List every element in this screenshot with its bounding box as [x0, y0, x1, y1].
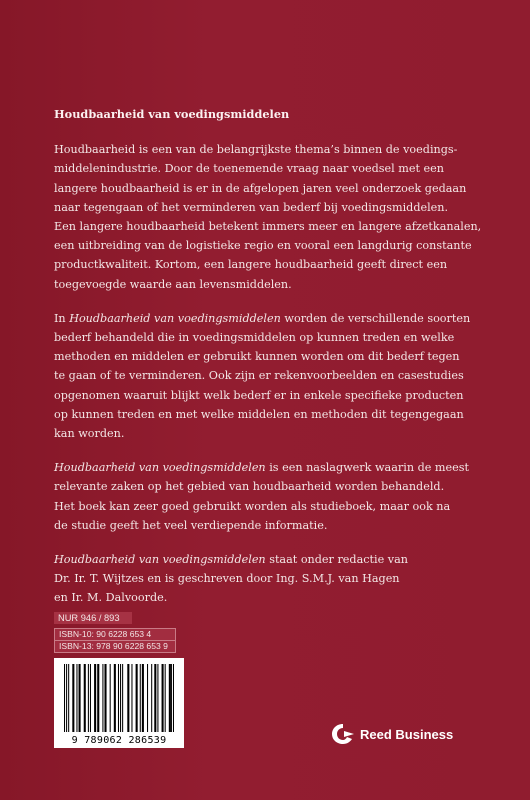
isbn-13: ISBN-13: 978 90 6228 653 9 — [55, 640, 175, 652]
text-line: methoden en middelen er gebruikt kunnen worden om dit bederf tegen — [54, 350, 460, 364]
barcode-bar — [140, 664, 141, 732]
text-line: de studie geeft het veel verdiepende informatie. — [54, 518, 328, 532]
publisher-logo — [330, 721, 453, 747]
barcode-bar — [110, 664, 111, 732]
barcode-bar — [90, 664, 91, 732]
barcode-bar — [120, 664, 121, 732]
barcode-bar — [94, 664, 96, 732]
barcode-bar — [171, 664, 172, 732]
barcode-bar — [136, 664, 138, 732]
barcode — [54, 658, 184, 748]
book-title: Houdbaarheid van voedingsmiddelen — [54, 107, 290, 121]
text-line: Houdbaarheid is een van de belangrijkste thema’s binnen de voedings- — [54, 143, 458, 157]
text-line: een uitbreiding van de logistieke regio en vooral een langdurig constante — [54, 239, 472, 253]
barcode-bar — [88, 664, 89, 732]
barcode-number: 9 789062 286539 — [71, 735, 167, 746]
paragraph-3 — [54, 458, 474, 535]
text-line: Houdbaarheid van voedingsmiddelen is een naslagwerk waarin de meest — [54, 461, 470, 475]
text-line: langere houdbaarheid is er in de afgelopen jaren veel onderzoek gedaan — [54, 181, 467, 195]
barcode-bar — [66, 664, 67, 732]
barcode-bar — [97, 664, 99, 732]
barcode-bar — [131, 664, 132, 732]
barcode-bar — [84, 664, 86, 732]
text-line: Een langere houdbaarheid betekent immers meer en langere afzetkanalen, — [54, 220, 482, 234]
barcode-bar — [142, 664, 144, 732]
text-line: relevante zaken op het gebied van houdbaarheid worden behandeld. — [54, 480, 445, 494]
text-line: te gaan of te verminderen. Ook zijn er rekenvoorbeelden en casestudies — [54, 369, 464, 383]
text-line: op kunnen treden en met welke middelen en methoden dit tegengegaan — [54, 407, 464, 421]
italic-title: Houdbaarheid van voedingsmiddelen — [69, 311, 281, 325]
blurb — [54, 105, 482, 623]
text-line: productkwaliteit. Kortom, een langere houdbaarheid geeft direct een — [54, 258, 448, 272]
barcode-bar — [169, 664, 171, 732]
barcode-bar — [102, 664, 103, 732]
barcode-bar — [114, 664, 116, 732]
barcode-bar — [127, 664, 129, 732]
italic-title: Houdbaarheid van voedingsmiddelen — [54, 553, 266, 567]
paragraph-4 — [54, 550, 474, 608]
text-line: naar tegengaan of het verminderen van bederf bij voedingsmiddelen. — [54, 200, 449, 214]
barcode-bar — [154, 664, 156, 732]
barcode-bar — [122, 664, 123, 732]
text-line: toegevoegde waarde aan levensmiddelen. — [54, 277, 292, 291]
text-line: opgenomen waaruit blijkt welk bederf er in enkele specifieke producten — [54, 388, 464, 402]
barcode-bars — [62, 664, 176, 732]
reed-business-logo-icon — [330, 722, 356, 746]
text-line: middelenindustrie. Door de toenemende vraag naar voedsel met een — [54, 162, 444, 176]
barcode-bar — [173, 664, 174, 732]
isbn-box — [54, 628, 176, 653]
paragraph-1 — [54, 140, 482, 294]
italic-title: Houdbaarheid van voedingsmiddelen — [54, 461, 266, 475]
publisher-name: Reed Business — [360, 726, 454, 742]
barcode-bar — [165, 664, 166, 732]
barcode-bar — [162, 664, 164, 732]
barcode-bar — [64, 664, 65, 732]
nur-code: NUR 946 / 893 — [54, 612, 132, 624]
barcode-bar — [147, 664, 148, 732]
barcode-bar — [79, 664, 81, 732]
barcode-bar — [151, 664, 152, 732]
barcode-bar — [157, 664, 158, 732]
text-line: Het boek kan zeer goed gebruikt worden als studieboek, maar ook na — [54, 499, 451, 513]
barcode-bar — [68, 664, 69, 732]
text-line: In Houdbaarheid van voedingsmiddelen worden de verschillende soorten — [54, 311, 471, 325]
paragraph-2 — [54, 309, 474, 443]
barcode-bar — [104, 664, 106, 732]
barcode-bar — [76, 664, 77, 732]
text-line: Houdbaarheid van voedingsmiddelen staat onder redactie van — [54, 553, 408, 567]
text-line: bederf behandeld die in voedingsmiddelen op kunnen treden en welke — [54, 331, 455, 345]
barcode-bar — [118, 664, 119, 732]
barcode-bar — [72, 664, 74, 732]
text-line: kan worden. — [54, 427, 125, 441]
isbn-10: ISBN-10: 90 6228 653 4 — [59, 629, 152, 639]
text-line: Dr. Ir. T. Wijtzes en is geschreven door Ing. S.M.J. van Hagen — [54, 572, 400, 586]
text-line: en Ir. M. Dalvoorde. — [54, 591, 168, 605]
